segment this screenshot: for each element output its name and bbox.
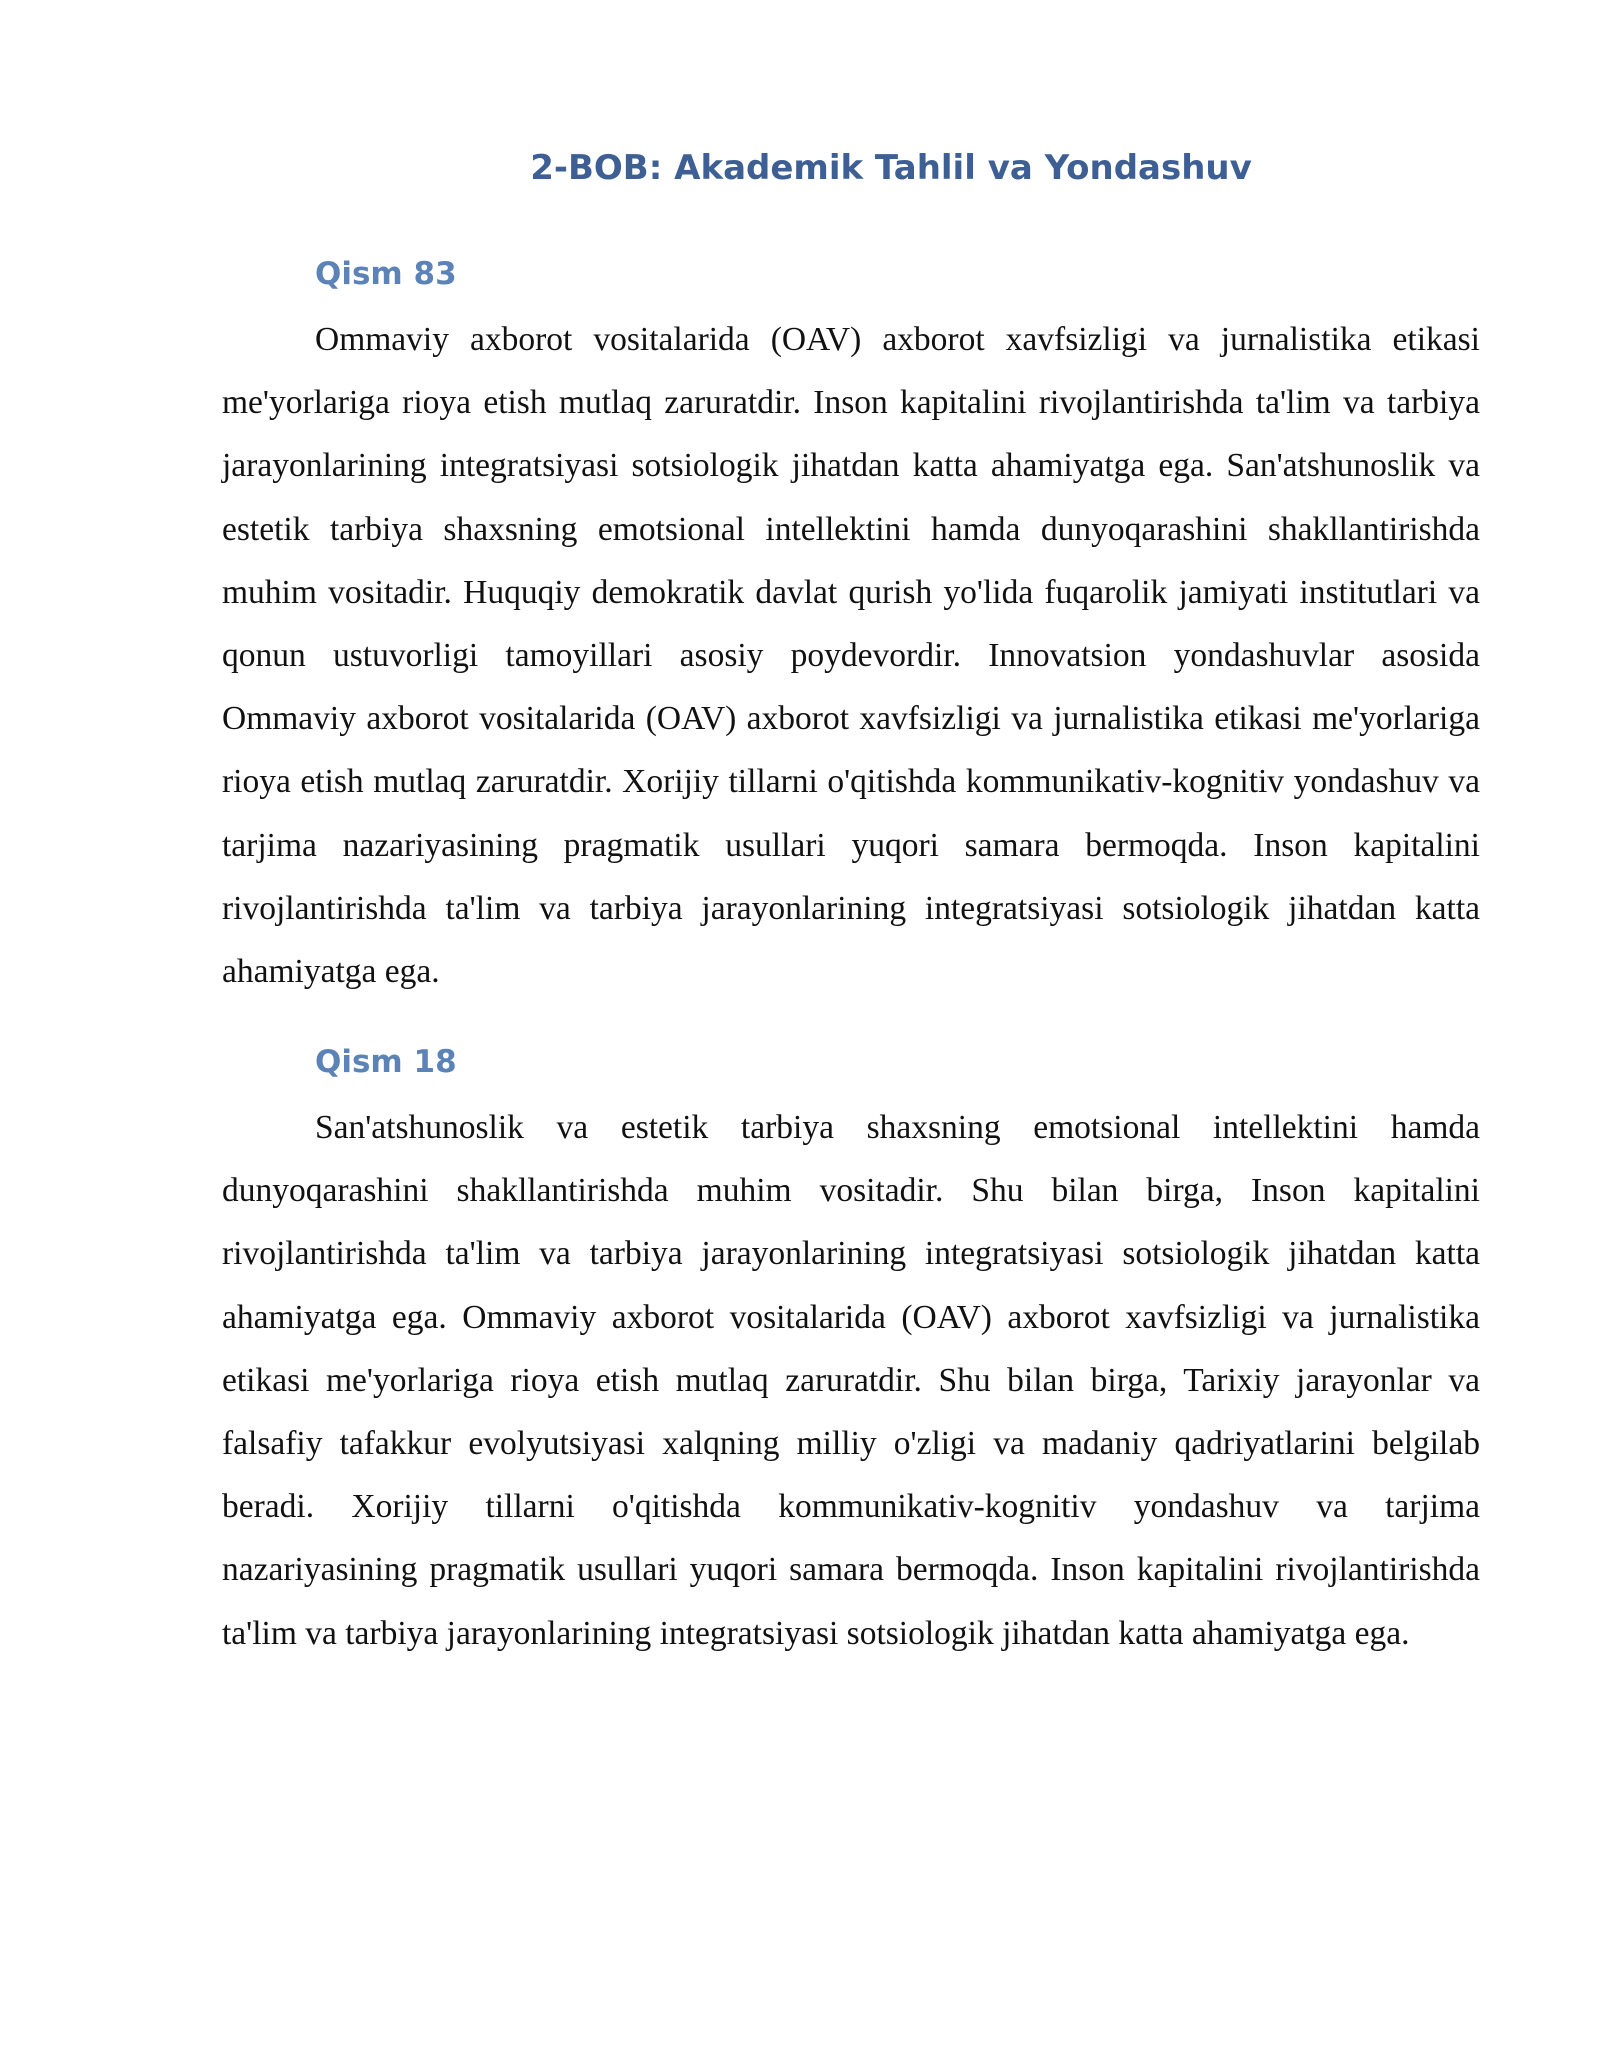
section-qism-18: [222, 1040, 1480, 1665]
chapter-title: 2-BOB: Akademik Tahlil va Yondashuv: [530, 148, 1252, 188]
section-heading: Qism 18: [315, 1044, 457, 1080]
section-qism-83: [222, 252, 1480, 1003]
section-paragraph: Ommaviy axborot vositalarida (OAV) axborot xavfsizligi va jurnalistika etikasi me'yorlariga rioya etish mutlaq zaruratdir. Inson kapitalini rivojlantirishda ta'lim va tarbiya jarayonlarining integratsiyasi sotsiologik jihatdan katta ahamiyatga ega. San'atshunoslik va estetik tarbiya shaxsning emotsional intellektini hamda dunyoqarashini shakllantirishda muhim vositadir. Huquqiy demokratik davlat qurish yo'lida fuqarolik jamiyati institutlari va qonun ustuvorligi tamoyillari asosiy poydevordir. Innovatsion yondashuvlar asosida Ommaviy axborot vositalarida (OAV) axborot xavfsizligi va jurnalistika etikasi me'yorlariga rioya etish mutlaq zaruratdir. Xorijiy tillarni o'qitishda kommunikativ-kognitiv yondashuv va tarjima nazariyasining pragmatik usullari yuqori samara bermoqda. Inson kapitalini rivojlantirishda ta'lim va tarbiya jarayonlarining integratsiyasi sotsiologik jihatdan katta ahamiyatga ega.: [222, 321, 1480, 991]
section-heading: Qism 83: [315, 256, 457, 292]
section-paragraph: San'atshunoslik va estetik tarbiya shaxsning emotsional intellektini hamda dunyoqarashini shakllantirishda muhim vositadir. Shu bilan birga, Inson kapitalini rivojlantirishda ta'lim va tarbiya jarayonlarining integratsiyasi sotsiologik jihatdan katta ahamiyatga ega. Ommaviy axborot vositalarida (OAV) axborot xavfsizligi va jurnalistika etikasi me'yorlariga rioya etish mutlaq zaruratdir. Shu bilan birga, Tarixiy jarayonlar va falsafiy tafakkur evolyutsiyasi xalqning milliy o'zligi va madaniy qadriyatlarini belgilab beradi. Xorijiy tillarni o'qitishda kommunikativ-kognitiv yondashuv va tarjima nazariyasining pragmatik usullari yuqori samara bermoqda. Inson kapitalini rivojlantirishda ta'lim va tarbiya jarayonlarining integratsiyasi sotsiologik jihatdan katta ahamiyatga ega.: [222, 1109, 1480, 1652]
